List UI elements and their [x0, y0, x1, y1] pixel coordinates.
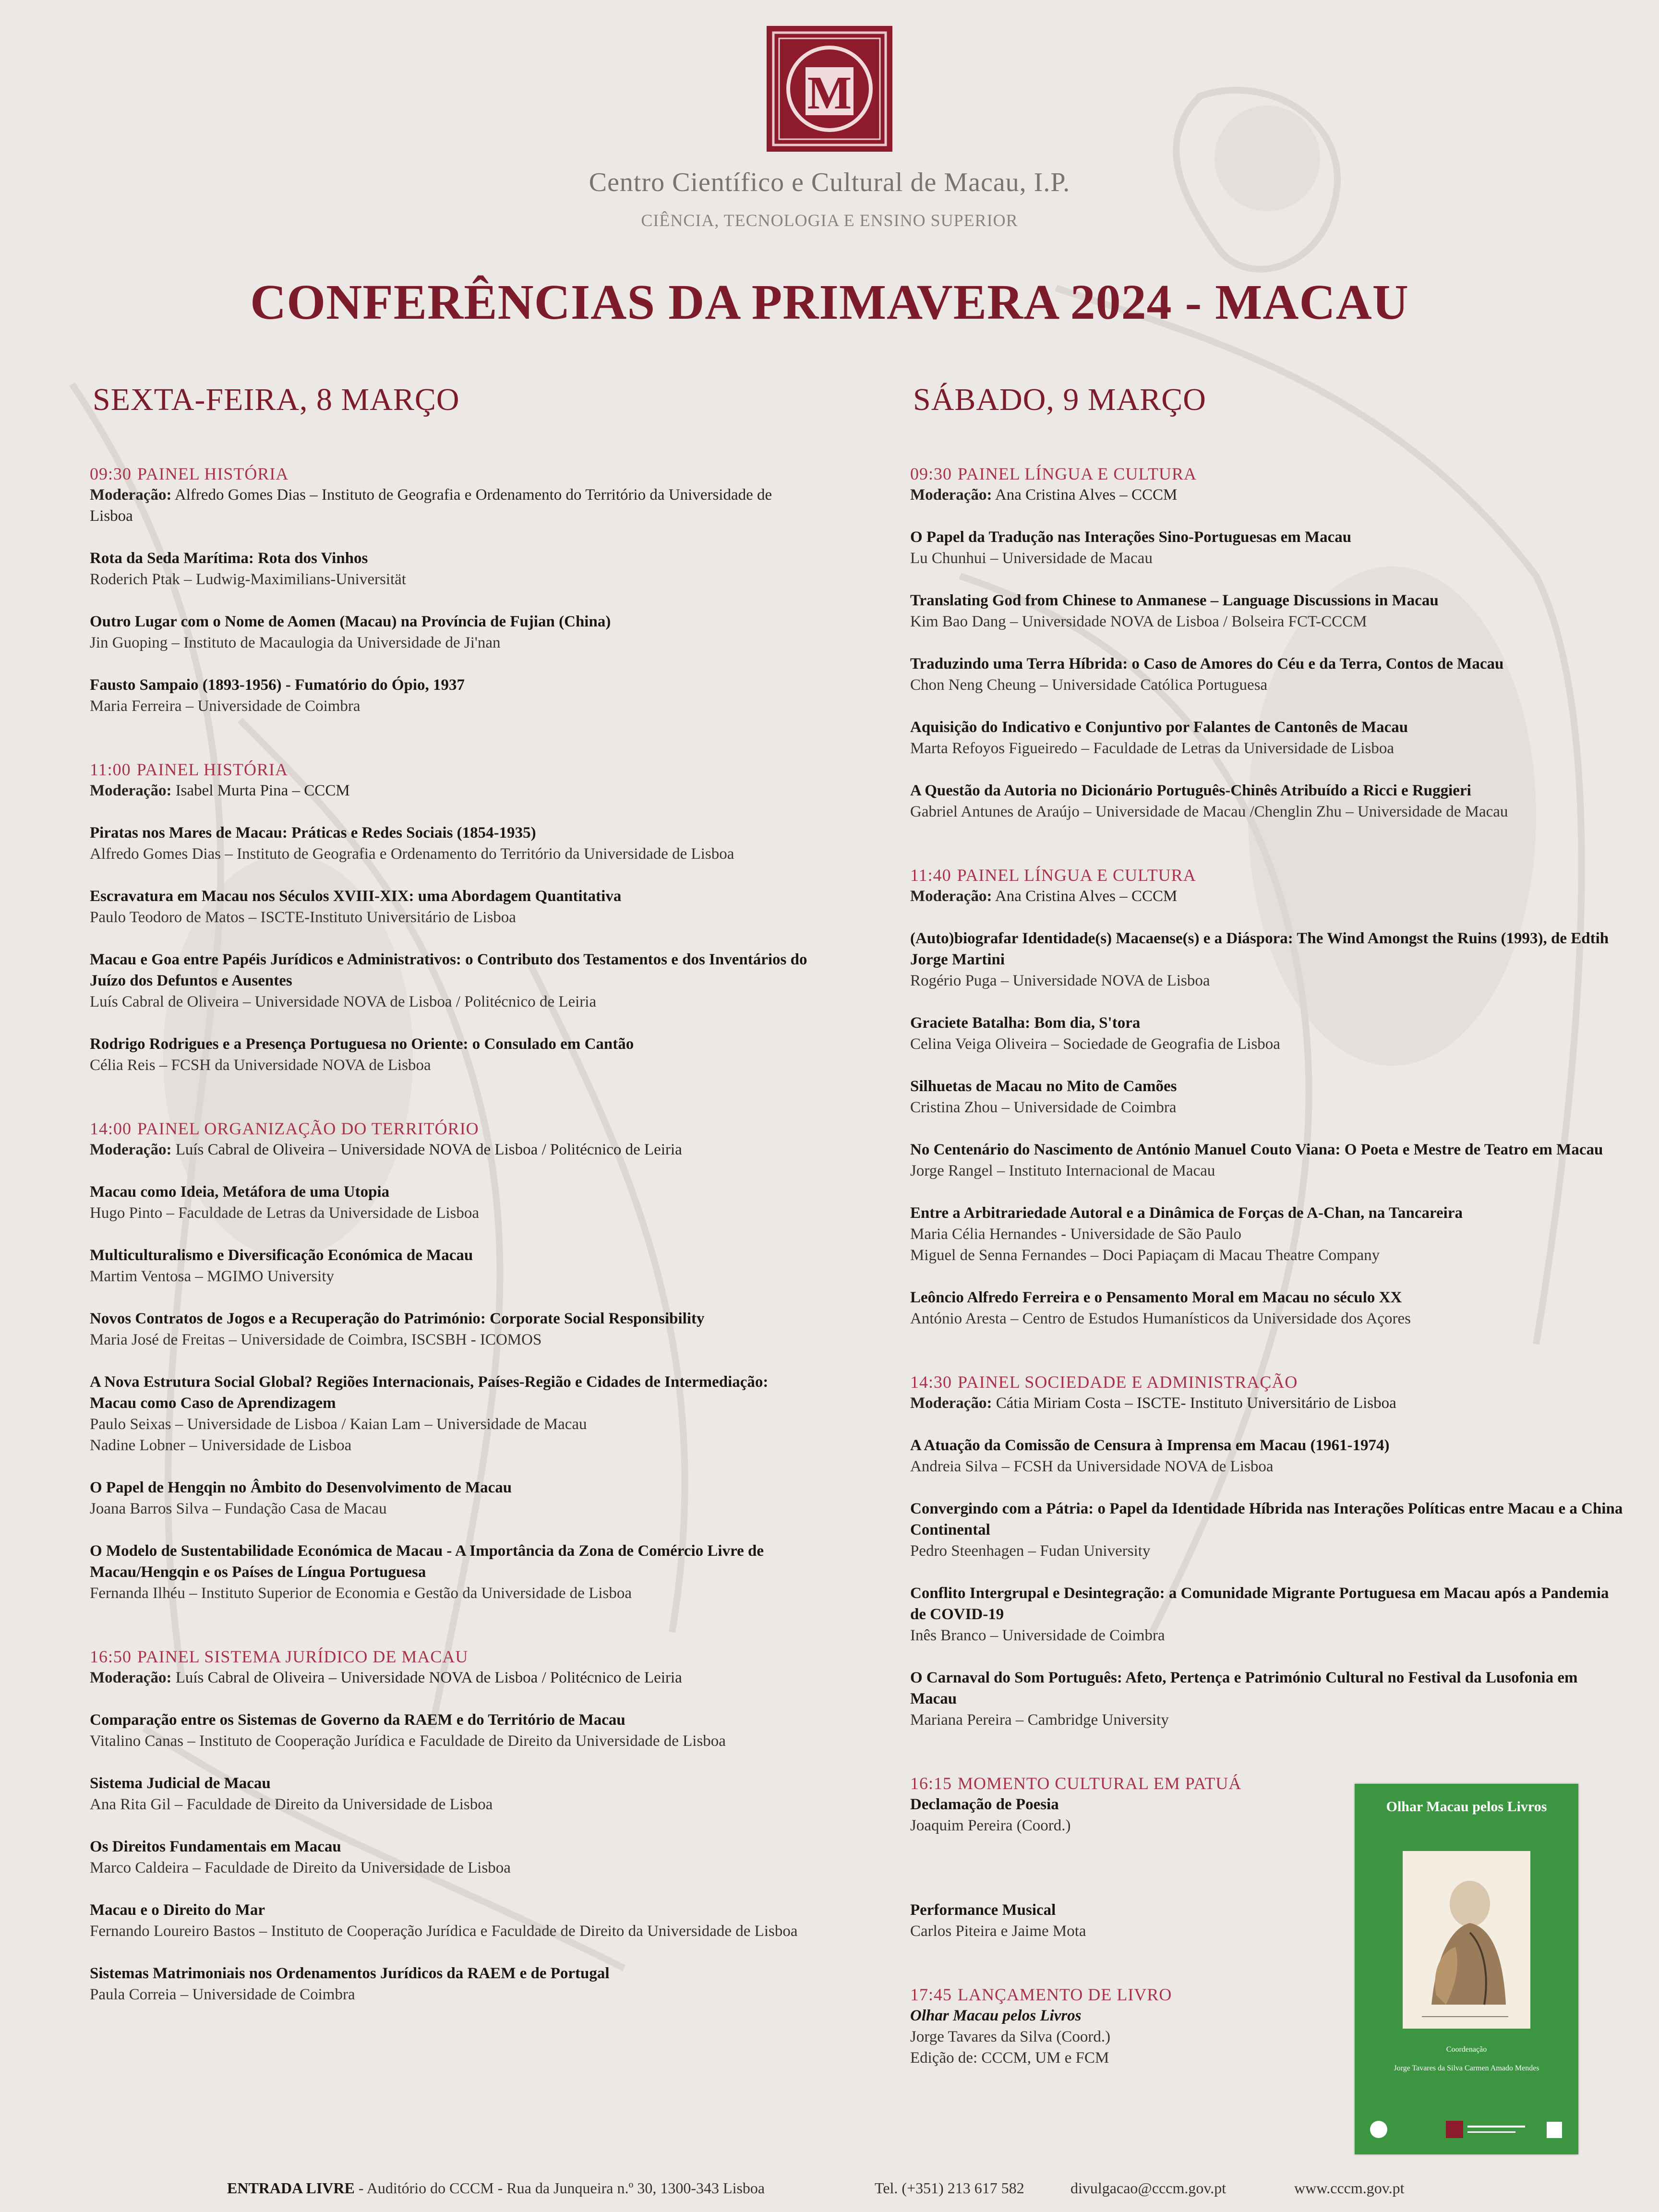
talk-speaker: Paulo Seixas – Universidade de Lisboa / Kaian Lam – Universidade de Macau — [90, 1416, 587, 1433]
moderation-label: Moderação: — [90, 782, 172, 799]
panel-title: PAINEL HISTÓRIA — [137, 464, 289, 483]
talk-title: Silhuetas de Macau no Mito de Camões — [910, 1078, 1177, 1095]
talk-speaker: Mariana Pereira – Cambridge University — [910, 1711, 1169, 1729]
talk — [90, 1245, 810, 1287]
panel-heading — [910, 1371, 1625, 1393]
talk-speaker: Maria Célia Hernandes - Universidade de São Paulo — [910, 1226, 1242, 1243]
book-coordination-names: Jorge Tavares da Silva Carmen Amado Mendes — [1394, 2064, 1539, 2072]
panel — [90, 1118, 810, 1604]
talk — [910, 653, 1625, 696]
talk-title: Novos Contratos de Jogos e a Recuperação do Património: Corporate Social Responsibility — [90, 1310, 705, 1327]
talk — [910, 1202, 1625, 1266]
talk — [90, 1899, 810, 1942]
talk-speaker: Joaquim Pereira (Coord.) — [910, 1817, 1071, 1834]
talk — [910, 1583, 1625, 1646]
book-cover — [1355, 1784, 1578, 2154]
panel-title: LANÇAMENTO DE LIVRO — [958, 1985, 1172, 2004]
moderation-label: Moderação: — [90, 1141, 172, 1158]
talk-title: Translating God from Chinese to Anmanese – Language Discussions in Macau — [910, 592, 1439, 609]
moderation-text: Isabel Murta Pina – CCCM — [175, 782, 350, 799]
footer-phone: Tel. (+351) 213 617 582 — [875, 2179, 1024, 2197]
talk — [90, 949, 810, 1012]
moderation-text: Luís Cabral de Oliveira – Universidade NOVA de Lisboa / Politécnico de Leiria — [175, 1669, 682, 1686]
header — [0, 24, 1659, 230]
moderation — [90, 1139, 810, 1160]
talk-title: Macau como Ideia, Metáfora de uma Utopia — [90, 1183, 390, 1201]
talk — [90, 1836, 810, 1878]
talk-speaker: Rogério Puga – Universidade NOVA de Lisboa — [910, 972, 1210, 989]
free-entry: ENTRADA LIVRE — [227, 2179, 355, 2197]
talk-title: Traduzindo uma Terra Híbrida: o Caso de Amores do Céu e da Terra, Contos de Macau — [910, 655, 1504, 673]
talk-title: Os Direitos Fundamentais em Macau — [90, 1838, 341, 1855]
panel-title: PAINEL ORGANIZAÇÃO DO TERRITÓRIO — [137, 1119, 479, 1138]
panel-time: 11:00 — [90, 760, 131, 779]
talk-speaker: Roderich Ptak – Ludwig-Maximilians-Universität — [90, 571, 406, 588]
panel-title: PAINEL HISTÓRIA — [136, 760, 289, 779]
talk-title: Multiculturalismo e Diversificação Económica de Macau — [90, 1247, 473, 1264]
talk-title: Escravatura em Macau nos Séculos XVIII-XIX: uma Abordagem Quantitativa — [90, 888, 622, 905]
panel-time: 11:40 — [910, 866, 951, 885]
moderation-label: Moderação: — [910, 1395, 992, 1412]
cccm-logo — [765, 24, 894, 154]
panel-heading — [90, 759, 810, 780]
panel — [90, 1646, 810, 2005]
moderation-label: Moderação: — [90, 1669, 172, 1686]
talk — [90, 1477, 810, 1519]
friday-program — [90, 463, 810, 2047]
moderation-text: Luís Cabral de Oliveira – Universidade NOVA de Lisboa / Politécnico de Leiria — [175, 1141, 682, 1158]
talk — [90, 1371, 810, 1456]
svg-text:M: M — [807, 67, 852, 119]
talk-speaker: Kim Bao Dang – Universidade NOVA de Lisboa / Bolseira FCT-CCCM — [910, 613, 1367, 630]
talk-speaker: Vitalino Canas – Instituto de Cooperação Jurídica e Faculdade de Direito da Universidade de Lisboa — [90, 1732, 726, 1750]
talk-speaker: Celina Veiga Oliveira – Sociedade de Geografia de Lisboa — [910, 1035, 1280, 1053]
talk-speaker: Chon Neng Cheung – Universidade Católica Portuguesa — [910, 676, 1268, 694]
talk-speaker: Paulo Teodoro de Matos – ISCTE-Instituto Universitário de Lisboa — [90, 909, 516, 926]
panel-title: MOMENTO CULTURAL EM PATUÁ — [958, 1774, 1242, 1793]
talk-speaker: Andreia Silva – FCSH da Universidade NOVA de Lisboa — [910, 1458, 1274, 1475]
panel-heading — [90, 1118, 810, 1139]
book-publisher-logos — [1364, 2115, 1569, 2144]
panel-time: 16:50 — [90, 1647, 132, 1666]
talk-title: Outro Lugar com o Nome de Aomen (Macau) na Província de Fujian (China) — [90, 613, 611, 630]
panel-time: 16:15 — [910, 1774, 952, 1793]
panel — [910, 463, 1625, 822]
talk-speaker: Martim Ventosa – MGIMO University — [90, 1268, 335, 1285]
talk-speaker: Miguel de Senna Fernandes – Doci Papiaçam di Macau Theatre Company — [910, 1247, 1380, 1264]
talk-title: A Questão da Autoria no Dicionário Português-Chinês Atribuído a Ricci e Ruggieri — [910, 782, 1471, 799]
talk-title: Convergindo com a Pátria: o Papel da Identidade Híbrida nas Interações Políticas entre Macau e a China Continental — [910, 1500, 1623, 1539]
panel-title: PAINEL SOCIEDADE E ADMINISTRAÇÃO — [958, 1372, 1298, 1392]
talk — [90, 1181, 810, 1224]
talk — [90, 674, 810, 717]
talk-speaker: Paula Correia – Universidade de Coimbra — [90, 1986, 355, 2003]
panel — [90, 463, 810, 717]
talk-speaker: Jorge Rangel – Instituto Internacional de Macau — [910, 1162, 1215, 1179]
talk-title: Sistema Judicial de Macau — [90, 1775, 271, 1792]
panel-heading — [90, 1646, 810, 1667]
talk-speaker: Carlos Piteira e Jaime Mota — [910, 1923, 1086, 1940]
talk — [910, 527, 1625, 569]
talk-title: O Papel da Tradução nas Interações Sino-Portuguesas em Macau — [910, 529, 1352, 546]
talk-speaker: António Aresta – Centro de Estudos Humanísticos da Universidade dos Açores — [910, 1310, 1411, 1327]
talk — [910, 928, 1625, 991]
talk-title: Performance Musical — [910, 1901, 1056, 1919]
talk-speaker: Cristina Zhou – Universidade de Coimbra — [910, 1099, 1177, 1116]
talk-title: A Atuação da Comissão de Censura à Imprensa em Macau (1961-1974) — [910, 1437, 1390, 1454]
panel-heading — [910, 463, 1625, 484]
talk-title: Rodrigo Rodrigues e a Presença Portuguesa no Oriente: o Consulado em Cantão — [90, 1035, 634, 1053]
talk-title: Piratas nos Mares de Macau: Práticas e Redes Sociais (1854-1935) — [90, 824, 536, 842]
talk — [90, 822, 810, 865]
moderation — [90, 1667, 810, 1688]
panel — [90, 759, 810, 1076]
panel — [910, 865, 1625, 1329]
panel — [910, 1371, 1625, 1731]
talk-title: No Centenário do Nascimento de António Manuel Couto Viana: O Poeta e Mestre de Teatro em Macau — [910, 1141, 1603, 1158]
footer-website[interactable]: www.cccm.gov.pt — [1294, 2179, 1405, 2197]
panel-time: 17:45 — [910, 1985, 952, 2004]
talk-speaker: Marta Refoyos Figueiredo – Faculdade de Letras da Universidade de Lisboa — [910, 740, 1395, 757]
moderation-label: Moderação: — [910, 888, 992, 905]
talk-title: Sistemas Matrimoniais nos Ordenamentos Jurídicos da RAEM e de Portugal — [90, 1965, 610, 1982]
talk — [910, 590, 1625, 632]
org-name: Centro Científico e Cultural de Macau, I.P. — [589, 168, 1070, 197]
talk-speaker: Nadine Lobner – Universidade de Lisboa — [90, 1437, 352, 1454]
talk — [90, 1963, 810, 2005]
talk — [90, 548, 810, 590]
talk-speaker: Luís Cabral de Oliveira – Universidade NOVA de Lisboa / Politécnico de Leiria — [90, 993, 597, 1010]
talk-speaker: Ana Rita Gil – Faculdade de Direito da Universidade de Lisboa — [90, 1796, 493, 1813]
moderation-text: Ana Cristina Alves – CCCM — [995, 888, 1178, 905]
talk-speaker: Inês Branco – Universidade de Coimbra — [910, 1627, 1165, 1644]
talk-speaker: Maria José de Freitas – Universidade de Coimbra, ISCSBH - ICOMOS — [90, 1331, 542, 1348]
talk-title: A Nova Estrutura Social Global? Regiões Internacionais, Países-Região e Cidades de Intermediação: Macau como Caso de Aprendizagem — [90, 1373, 769, 1412]
talk-title: Entre a Arbitrariedade Autoral e a Dinâmica de Forças de A-Chan, na Tancareira — [910, 1204, 1463, 1222]
talk-title: O Modelo de Sustentabilidade Económica de Macau - A Importância da Zona de Comércio Livre de Macau/Hengqin e os Países de Língua Portuguesa — [90, 1542, 764, 1581]
talk-speaker: Marco Caldeira – Faculdade de Direito da Universidade de Lisboa — [90, 1859, 511, 1876]
panel-time: 14:30 — [910, 1372, 952, 1392]
book-cover-illustration — [1403, 1851, 1530, 2029]
talk — [90, 1773, 810, 1815]
moderation — [90, 780, 810, 801]
talk — [910, 780, 1625, 822]
panel-heading — [910, 865, 1625, 886]
talk-title: Rota da Seda Marítima: Rota dos Vinhos — [90, 550, 368, 567]
talk — [90, 611, 810, 653]
footer-address — [227, 2179, 765, 2197]
talk — [910, 1667, 1625, 1731]
panel-time: 09:30 — [910, 464, 952, 483]
day-title-friday: SEXTA-FEIRA, 8 MARÇO — [93, 382, 460, 417]
moderation — [910, 1393, 1625, 1414]
moderation-text: Alfredo Gomes Dias – Instituto de Geografia e Ordenamento do Território da Universidade de Lisboa — [90, 486, 772, 525]
moderation-text: Cátia Miriam Costa – ISCTE- Instituto Universitário de Lisboa — [996, 1395, 1396, 1412]
talk-title: O Papel de Hengqin no Âmbito do Desenvolvimento de Macau — [90, 1479, 512, 1496]
talk-speaker: Maria Ferreira – Universidade de Coimbra — [90, 697, 361, 715]
talk — [910, 1139, 1625, 1181]
talk-title: Conflito Intergrupal e Desintegração: a Comunidade Migrante Portuguesa em Macau após a Pandemia de COVID-19 — [910, 1585, 1609, 1623]
talk — [90, 1709, 810, 1752]
talk-title: Graciete Batalha: Bom dia, S'tora — [910, 1014, 1141, 1032]
talk-title: Macau e o Direito do Mar — [90, 1901, 265, 1919]
talk — [90, 1540, 810, 1604]
book-coordination-label: Coordenação — [1446, 2045, 1487, 2054]
talk — [910, 717, 1625, 759]
panel-time: 09:30 — [90, 464, 132, 483]
talk-speaker: Fernanda Ilhéu – Instituto Superior de Economia e Gestão da Universidade de Lisboa — [90, 1585, 632, 1602]
talk — [90, 1308, 810, 1350]
talk-title: Fausto Sampaio (1893-1956) - Fumatório do Ópio, 1937 — [90, 676, 465, 694]
talk-speaker: Gabriel Antunes de Araújo – Universidade de Macau /Chenglin Zhu – Universidade de Macau — [910, 803, 1508, 820]
talk — [910, 1498, 1625, 1562]
panel-time: 14:00 — [90, 1119, 132, 1138]
book-title: Olhar Macau pelos Livros — [1386, 1799, 1547, 1815]
talk-speaker: Pedro Steenhagen – Fudan University — [910, 1542, 1151, 1560]
moderation — [90, 484, 810, 527]
moderation-text: Ana Cristina Alves – CCCM — [995, 486, 1178, 504]
talk — [90, 1034, 810, 1076]
talk-speaker: Fernando Loureiro Bastos – Instituto de Cooperação Jurídica e Faculdade de Direito da Universidade de Lisboa — [90, 1923, 798, 1940]
panel-title: PAINEL SISTEMA JURÍDICO DE MACAU — [137, 1647, 469, 1666]
panel-title: PAINEL LÍNGUA E CULTURA — [957, 866, 1196, 885]
talk-title: Leôncio Alfredo Ferreira e o Pensamento Moral em Macau no século XX — [910, 1289, 1402, 1306]
talk-title: Macau e Goa entre Papéis Jurídicos e Administrativos: o Contributo dos Testamentos e dos Inventários do Juízo dos Defuntos e Ausentes — [90, 951, 807, 989]
talk-title: Declamação de Poesia — [910, 1796, 1059, 1813]
talk-title: Aquisição do Indicativo e Conjuntivo por Falantes de Cantonês de Macau — [910, 719, 1408, 736]
footer-email[interactable]: divulgacao@cccm.gov.pt — [1070, 2179, 1226, 2197]
talk — [910, 1076, 1625, 1118]
moderation — [910, 886, 1625, 907]
talk-title: O Carnaval do Som Português: Afeto, Pertença e Património Cultural no Festival da Lusofonia em Macau — [910, 1669, 1578, 1707]
talk-speaker: Edição de: CCCM, UM e FCM — [910, 2049, 1109, 2067]
day-title-saturday: SÁBADO, 9 MARÇO — [913, 382, 1206, 417]
address-text: - Auditório do CCCM - Rua da Junqueira n.º 30, 1300-343 Lisboa — [358, 2179, 765, 2197]
page-title: CONFERÊNCIAS DA PRIMAVERA 2024 - MACAU — [250, 275, 1409, 330]
moderation-label: Moderação: — [90, 486, 172, 504]
moderation-label: Moderação: — [910, 486, 992, 504]
talk-speaker: Hugo Pinto – Faculdade de Letras da Universidade de Lisboa — [90, 1204, 480, 1222]
talk — [90, 886, 810, 928]
talk — [910, 1435, 1625, 1477]
talk — [910, 1287, 1625, 1329]
org-subtitle: CIÊNCIA, TECNOLOGIA E ENSINO SUPERIOR — [641, 211, 1018, 230]
talk-speaker: Lu Chunhui – Universidade de Macau — [910, 550, 1153, 567]
talk-title: Olhar Macau pelos Livros — [910, 2007, 1082, 2024]
talk-speaker: Célia Reis – FCSH da Universidade NOVA de Lisboa — [90, 1057, 431, 1074]
talk-speaker: Jin Guoping – Instituto de Macaulogia da Universidade de Ji'nan — [90, 634, 501, 651]
panel-heading — [90, 463, 810, 484]
moderation — [910, 484, 1625, 505]
talk-title: (Auto)biografar Identidade(s) Macaense(s) e a Diáspora: The Wind Amongst the Ruins (1993), de Edtih Jorge Martini — [910, 930, 1609, 968]
talk-title: Comparação entre os Sistemas de Governo da RAEM e do Território de Macau — [90, 1711, 625, 1729]
talk-speaker: Jorge Tavares da Silva (Coord.) — [910, 2028, 1111, 2045]
talk-speaker: Alfredo Gomes Dias – Instituto de Geografia e Ordenamento do Território da Universidade de Lisboa — [90, 845, 734, 863]
talk-speaker: Joana Barros Silva – Fundação Casa de Macau — [90, 1500, 387, 1517]
talk — [910, 1012, 1625, 1055]
panel-title: PAINEL LÍNGUA E CULTURA — [958, 464, 1197, 483]
